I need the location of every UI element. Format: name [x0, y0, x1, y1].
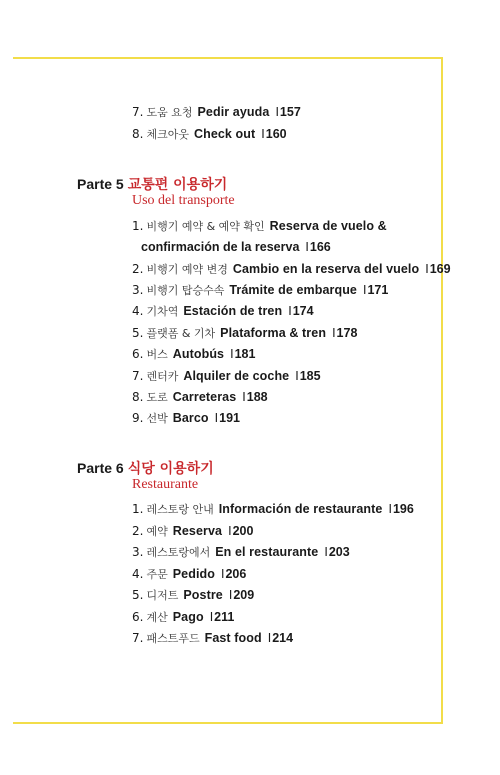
- entry-number: 7.: [132, 105, 144, 119]
- toc-entry: [132, 545, 350, 560]
- entry-page-number: I 171: [363, 283, 388, 297]
- toc-entry: [132, 610, 234, 625]
- entry-korean-title: 계산: [146, 611, 168, 624]
- entry-korean-title: 레스토랑에서: [146, 546, 211, 559]
- entry-number: 8.: [132, 127, 144, 141]
- entry-number: 6.: [132, 610, 144, 624]
- entry-spanish-title: Cambio en la reserva del vuelo: [232, 262, 420, 276]
- toc-entry: [132, 588, 254, 603]
- toc-entry: [132, 219, 387, 234]
- part-5-subtitle: Uso del transporte: [132, 193, 235, 208]
- entry-number: 9.: [132, 411, 144, 425]
- entry-spanish-title: Check out: [193, 127, 256, 141]
- entry-korean-title: 비행기 탑승수속: [146, 284, 225, 297]
- entry-spanish-title: Plataforma & tren: [220, 326, 327, 340]
- entry-number: 5.: [132, 326, 144, 340]
- page-frame-right-border: [441, 57, 443, 723]
- part-label: Parte 5: [77, 176, 124, 192]
- entry-spanish-title: Alquiler de coche: [183, 369, 290, 383]
- entry-spanish-title: Reserva de vuelo &: [269, 219, 387, 233]
- entry-korean-title: 레스토랑 안내: [146, 503, 214, 516]
- entry-spanish-title: Carreteras: [172, 390, 237, 404]
- toc-entry-continuation: [141, 240, 331, 254]
- toc-entry: [132, 326, 357, 341]
- entry-spanish-title: Trámite de embarque: [229, 283, 357, 297]
- entry-number: 5.: [132, 588, 144, 602]
- entry-page-number: I 174: [288, 304, 313, 318]
- entry-spanish-title: En el restaurante: [215, 545, 319, 559]
- toc-entry: [132, 347, 255, 362]
- entry-spanish-title: Pago: [172, 610, 204, 624]
- entry-page-number: I 206: [221, 567, 246, 581]
- page-frame-bottom-border: [13, 722, 443, 724]
- entry-spanish-title: Pedido: [172, 567, 215, 581]
- entry-page-number: I 191: [215, 411, 240, 425]
- entry-spanish-title: Autobús: [172, 347, 225, 361]
- entry-page-number: I 181: [230, 347, 255, 361]
- entry-korean-title: 예약: [146, 525, 168, 538]
- toc-entry: [132, 105, 301, 120]
- entry-page-number: I 196: [388, 502, 413, 516]
- toc-entry: [132, 127, 287, 142]
- part-korean-title: 교통편 이용하기: [127, 177, 228, 193]
- entry-page-number: I 214: [268, 631, 293, 645]
- toc-entry: [132, 262, 451, 277]
- entry-page-number: I 211: [210, 610, 235, 624]
- toc-entry: [132, 304, 314, 319]
- entry-page-number: I 200: [228, 524, 253, 538]
- part-6-heading: [77, 459, 214, 478]
- entry-korean-title: 주문: [146, 568, 168, 581]
- toc-entry: [132, 567, 246, 582]
- entry-page-number: I 166: [305, 240, 330, 254]
- entry-korean-title: 디저트: [146, 589, 179, 602]
- entry-number: 4.: [132, 304, 144, 318]
- entry-spanish-title: Pedir ayuda: [197, 105, 270, 119]
- entry-spanish-title: Fast food: [204, 631, 262, 645]
- part-korean-title: 식당 이용하기: [127, 461, 214, 477]
- entry-page-number: I 157: [275, 105, 300, 119]
- toc-entry: [132, 369, 321, 384]
- toc-entry: [132, 631, 293, 646]
- entry-number: 7.: [132, 631, 144, 645]
- part-label: Parte 6: [77, 460, 124, 476]
- entry-page-number: I 188: [242, 390, 267, 404]
- entry-spanish-title: Información de restaurante: [218, 502, 383, 516]
- toc-entry: [132, 524, 253, 539]
- toc-entry: [132, 411, 240, 426]
- entry-page-number: I 169: [425, 262, 450, 276]
- part-6-subtitle: Restaurante: [132, 477, 199, 492]
- entry-spanish-title: Barco: [172, 411, 209, 425]
- entry-number: 8.: [132, 390, 144, 404]
- entry-spanish-title: Reserva: [172, 524, 223, 538]
- toc-entry: [132, 390, 268, 405]
- page-frame-top-border: [13, 57, 443, 59]
- entry-number: 2.: [132, 524, 144, 538]
- entry-page-number: I 185: [295, 369, 320, 383]
- entry-number: 4.: [132, 567, 144, 581]
- entry-korean-title: 비행기 예약 변경: [146, 263, 228, 276]
- entry-korean-title: 도움 요청: [146, 106, 193, 119]
- entry-page-number: I 203: [324, 545, 349, 559]
- entry-korean-title: 체크아웃: [146, 128, 189, 141]
- part-5-heading: [77, 175, 227, 194]
- entry-korean-title: 플랫폼 & 기차: [146, 327, 216, 340]
- entry-number: 3.: [132, 545, 144, 559]
- entry-number: 3.: [132, 283, 144, 297]
- entry-korean-title: 비행기 예약 & 예약 확인: [146, 220, 265, 233]
- entry-korean-title: 도로: [146, 391, 168, 404]
- entry-page-number: I 178: [332, 326, 357, 340]
- entry-korean-title: 버스: [146, 348, 168, 361]
- entry-korean-title: 선박: [146, 412, 168, 425]
- entry-spanish-title: Postre: [183, 588, 223, 602]
- toc-entry: [132, 502, 414, 517]
- entry-number: 2.: [132, 262, 144, 276]
- entry-page-number: I 160: [261, 127, 286, 141]
- entry-korean-title: 렌터카: [146, 370, 179, 383]
- entry-spanish-title: Estación de tren: [183, 304, 283, 318]
- entry-number: 1.: [132, 502, 144, 516]
- entry-page-number: I 209: [229, 588, 254, 602]
- entry-korean-title: 패스트푸드: [146, 632, 200, 645]
- entry-korean-title: 기차역: [146, 305, 179, 318]
- entry-spanish-title-continued: confirmación de la reserva: [141, 240, 300, 254]
- entry-number: 7.: [132, 369, 144, 383]
- entry-number: 1.: [132, 219, 144, 233]
- entry-number: 6.: [132, 347, 144, 361]
- toc-entry: [132, 283, 388, 298]
